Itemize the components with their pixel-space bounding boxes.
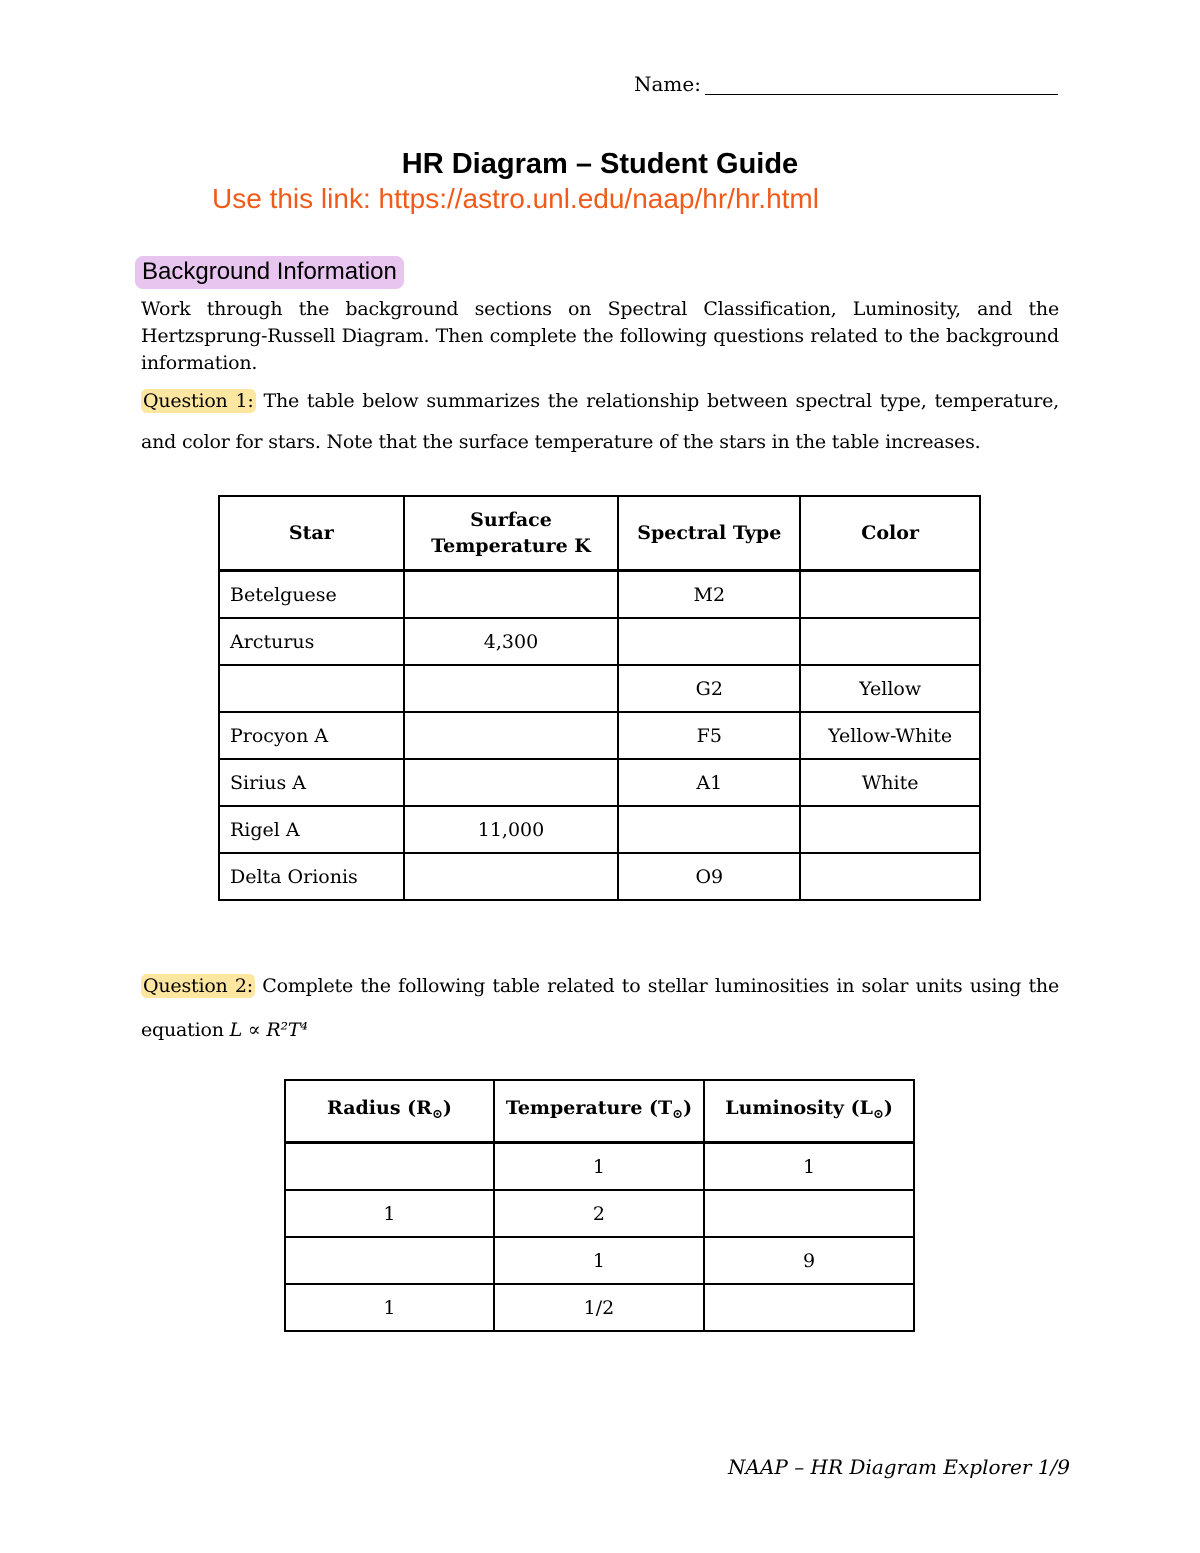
table-cell[interactable] [618, 618, 800, 665]
table-cell[interactable]: Rigel A [219, 806, 404, 853]
resource-link[interactable]: Use this link: https://astro.unl.edu/naap/hr/hr.html [212, 183, 819, 214]
question-2-text: Complete the following table related to stellar luminosities in solar units using the equation [141, 975, 1060, 1041]
table-header: Spectral Type [618, 496, 800, 571]
table-row [219, 712, 980, 759]
table-cell[interactable]: A1 [618, 759, 800, 806]
page-footer: NAAP – HR Diagram Explorer 1/9 [728, 1455, 1071, 1479]
table-cell[interactable]: 9 [704, 1237, 914, 1284]
table-cell[interactable]: Yellow [800, 665, 980, 712]
table-row [219, 806, 980, 853]
table-cell[interactable]: Betelguese [219, 571, 404, 619]
name-field[interactable] [705, 94, 1058, 95]
table-cell[interactable] [800, 853, 980, 900]
table-row [285, 1190, 914, 1237]
table-row [219, 665, 980, 712]
table-cell[interactable] [800, 806, 980, 853]
table-cell[interactable]: Procyon A [219, 712, 404, 759]
table-cell[interactable]: 1 [704, 1143, 914, 1191]
background-paragraph: Work through the background sections on Spectral Classification, Luminosity, and the Hertzsprung-Russell Diagram. Then complete the following questions related to the background information. [141, 298, 1059, 374]
table-cell[interactable] [404, 853, 619, 900]
table-cell[interactable] [704, 1284, 914, 1331]
question-2 [141, 964, 1059, 1052]
table-cell[interactable]: O9 [618, 853, 800, 900]
table-row [285, 1143, 914, 1191]
table-cell[interactable]: 1/2 [494, 1284, 704, 1331]
table-cell[interactable] [704, 1190, 914, 1237]
background-heading: Background Information [135, 256, 404, 289]
table-cell[interactable] [285, 1237, 494, 1284]
table-cell[interactable]: 4,300 [404, 618, 619, 665]
table-row [285, 1237, 914, 1284]
table-cell[interactable] [800, 571, 980, 619]
table-cell[interactable] [618, 806, 800, 853]
table-header: Temperature $(T_⊙)$ [494, 1080, 704, 1143]
table-header: Star [219, 496, 404, 571]
table-cell[interactable]: M2 [618, 571, 800, 619]
page-title: HR Diagram – Student Guide [401, 148, 799, 180]
table-cell[interactable]: 11,000 [404, 806, 619, 853]
table-row [219, 618, 980, 665]
table-cell[interactable]: Yellow-White [800, 712, 980, 759]
table-header: Radius $(R_⊙)$ [285, 1080, 494, 1143]
table-cell[interactable]: 1 [494, 1143, 704, 1191]
table-cell[interactable]: 1 [285, 1284, 494, 1331]
table-row [219, 759, 980, 806]
table-cell[interactable]: Arcturus [219, 618, 404, 665]
table-row [285, 1284, 914, 1331]
table-cell[interactable]: 1 [285, 1190, 494, 1237]
table-cell[interactable]: White [800, 759, 980, 806]
table-cell[interactable]: 2 [494, 1190, 704, 1237]
table-cell[interactable] [800, 618, 980, 665]
question-1 [141, 381, 1059, 463]
table-cell[interactable] [285, 1143, 494, 1191]
table-header: Luminosity $(L_⊙)$ [704, 1080, 914, 1143]
question-1-text: The table below summarizes the relationship between spectral type, temperature, and color for stars. Note that the surface temperature of the stars in the table increases. [141, 390, 1060, 453]
table-row [219, 853, 980, 900]
table-cell[interactable]: 1 [494, 1237, 704, 1284]
table-cell[interactable]: Sirius A [219, 759, 404, 806]
table-header: Color [800, 496, 980, 571]
name-label: Name: [634, 72, 701, 96]
table-cell[interactable] [404, 665, 619, 712]
table-cell[interactable]: F5 [618, 712, 800, 759]
table-cell[interactable] [404, 759, 619, 806]
question-2-label: Question 2: [143, 975, 253, 997]
sun-symbol-icon: ⊙ [872, 1106, 884, 1122]
sun-symbol-icon: ⊙ [431, 1106, 443, 1122]
table-cell[interactable] [404, 571, 619, 619]
luminosity-equation: L ∝ R²T⁴ [229, 1019, 308, 1041]
luminosity-table [284, 1079, 915, 1332]
table-cell[interactable] [404, 712, 619, 759]
question-1-label: Question 1: [143, 390, 254, 412]
spectral-type-table [218, 495, 981, 901]
table-cell[interactable]: G2 [618, 665, 800, 712]
table-header: Surface Temperature K [404, 496, 619, 571]
table-cell[interactable] [219, 665, 404, 712]
table-cell[interactable]: Delta Orionis [219, 853, 404, 900]
sun-symbol-icon: ⊙ [672, 1106, 684, 1122]
table-row [219, 571, 980, 619]
